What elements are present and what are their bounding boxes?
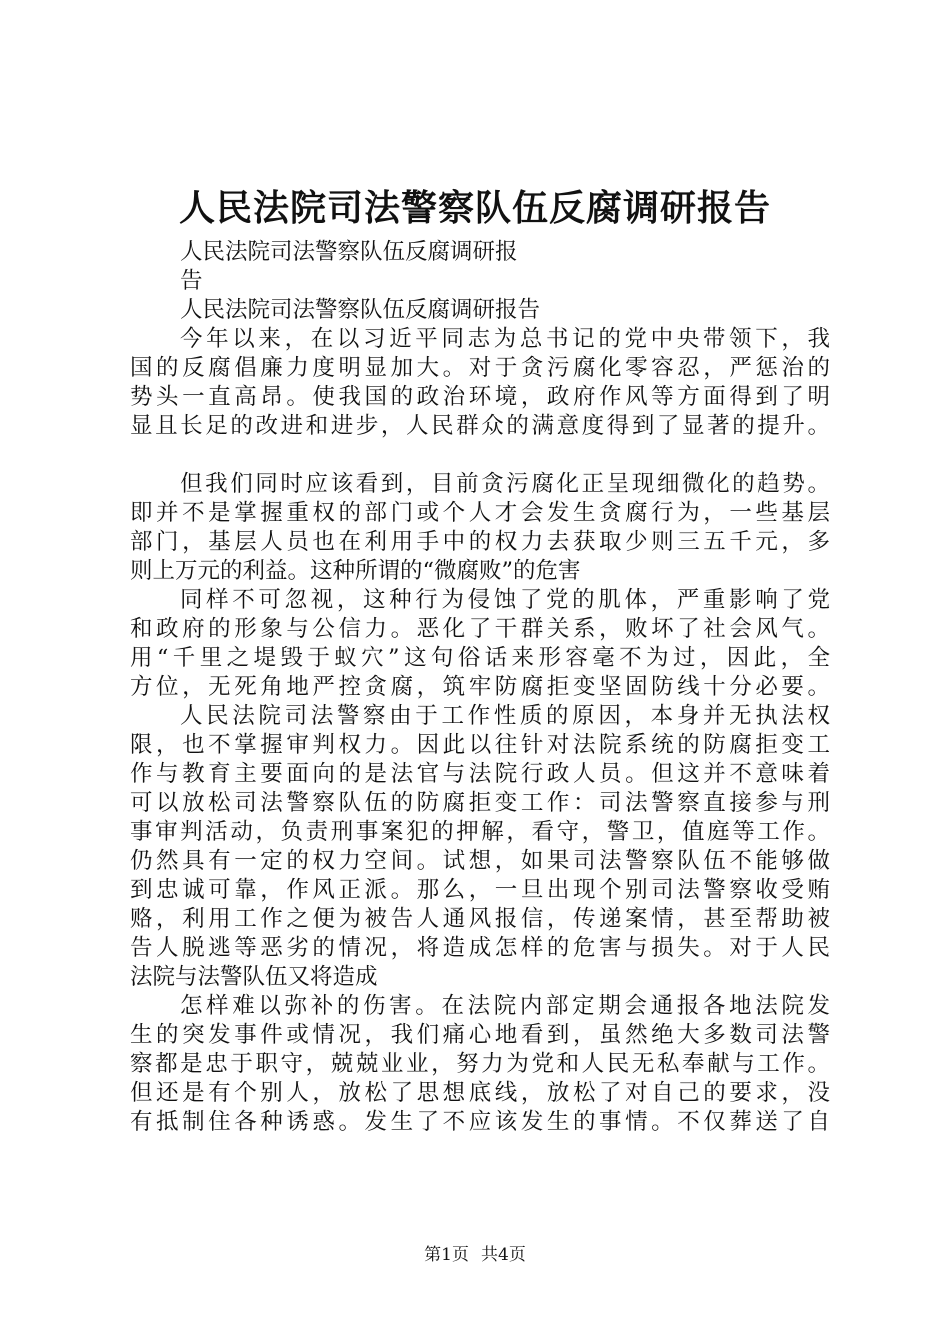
text-line: 限，也不掌握审判权力。因此以往针对法院系统的防腐拒变工 — [130, 732, 830, 758]
text-line: 即并不是掌握重权的部门或个人才会发生贪腐行为，一些基层 — [130, 500, 830, 526]
text-line: 人民法院司法警察队伍反腐调研报 — [180, 239, 518, 265]
text-line: 怎样难以弥补的伤害。在法院内部定期会通报各地法院发 — [180, 993, 830, 1019]
text-line: 法院与法警队伍又将造成 — [130, 964, 378, 990]
text-line: 人民法院司法警察由于工作性质的原因，本身并无执法权 — [180, 703, 830, 729]
text-line: 则上万元的利益。这种所谓的“微腐败”的危害 — [130, 558, 581, 584]
text-line: 和政府的形象与公信力。恶化了干群关系，败坏了社会风气。 — [130, 616, 830, 642]
text-line: 察都是忠于职守，兢兢业业，努力为党和人民无私奉献与工作。 — [130, 1051, 830, 1077]
text-line: 用“千里之堤毁于蚁穴”这句俗话来形容毫不为过，因此，全 — [130, 645, 830, 671]
page-total: 共4页 — [481, 1245, 526, 1265]
text-line: 国的反腐倡廉力度明显加大。对于贪污腐化零容忍，严惩治的 — [130, 355, 830, 381]
text-line: 今年以来，在以习近平同志为总书记的党中央带领下，我 — [180, 326, 830, 352]
text-line: 方位，无死角地严控贪腐，筑牢防腐拒变坚固防线十分必要。 — [130, 674, 830, 700]
text-line: 赂，利用工作之便为被告人通风报信，传递案情，甚至帮助被 — [130, 906, 830, 932]
text-line: 势头一直高昂。使我国的政治环境，政府作风等方面得到了明 — [130, 384, 830, 410]
text-line: 仍然具有一定的权力空间。试想，如果司法警察队伍不能够做 — [130, 848, 830, 874]
text-line: 事审判活动，负责刑事案犯的押解，看守，警卫，值庭等工作。 — [130, 819, 830, 845]
text-line: 有抵制住各种诱惑。发生了不应该发生的事情。不仅葬送了自 — [130, 1109, 830, 1135]
document-body — [130, 238, 830, 1137]
text-line: 告 — [180, 268, 203, 294]
text-line: 但还是有个别人，放松了思想底线，放松了对自己的要求，没 — [130, 1080, 830, 1106]
text-line: 同样不可忽视，这种行为侵蚀了党的肌体，严重影响了党 — [180, 587, 830, 613]
text-line: 人民法院司法警察队伍反腐调研报告 — [180, 297, 541, 323]
text-line: 作与教育主要面向的是法官与法院行政人员。但这并不意味着 — [130, 761, 830, 787]
text-line: 可以放松司法警察队伍的防腐拒变工作：司法警察直接参与刑 — [130, 790, 830, 816]
document-title: 人民法院司法警察队伍反腐调研报告 — [178, 187, 771, 229]
text-line: 部门，基层人员也在利用手中的权力去获取少则三五千元，多 — [130, 529, 830, 555]
page-number: 第1页 — [424, 1245, 469, 1265]
page-footer — [0, 1243, 950, 1267]
text-line: 但我们同时应该看到，目前贪污腐化正呈现细微化的趋势。 — [180, 471, 830, 497]
text-line: 生的突发事件或情况，我们痛心地看到，虽然绝大多数司法警 — [130, 1022, 830, 1048]
text-line: 显且长足的改进和进步，人民群众的满意度得到了显著的提升。 — [130, 413, 830, 439]
text-line: 告人脱逃等恶劣的情况，将造成怎样的危害与损失。对于人民 — [130, 935, 830, 961]
text-line — [130, 441, 830, 470]
text-line: 到忠诚可靠，作风正派。那么，一旦出现个别司法警察收受贿 — [130, 877, 830, 903]
